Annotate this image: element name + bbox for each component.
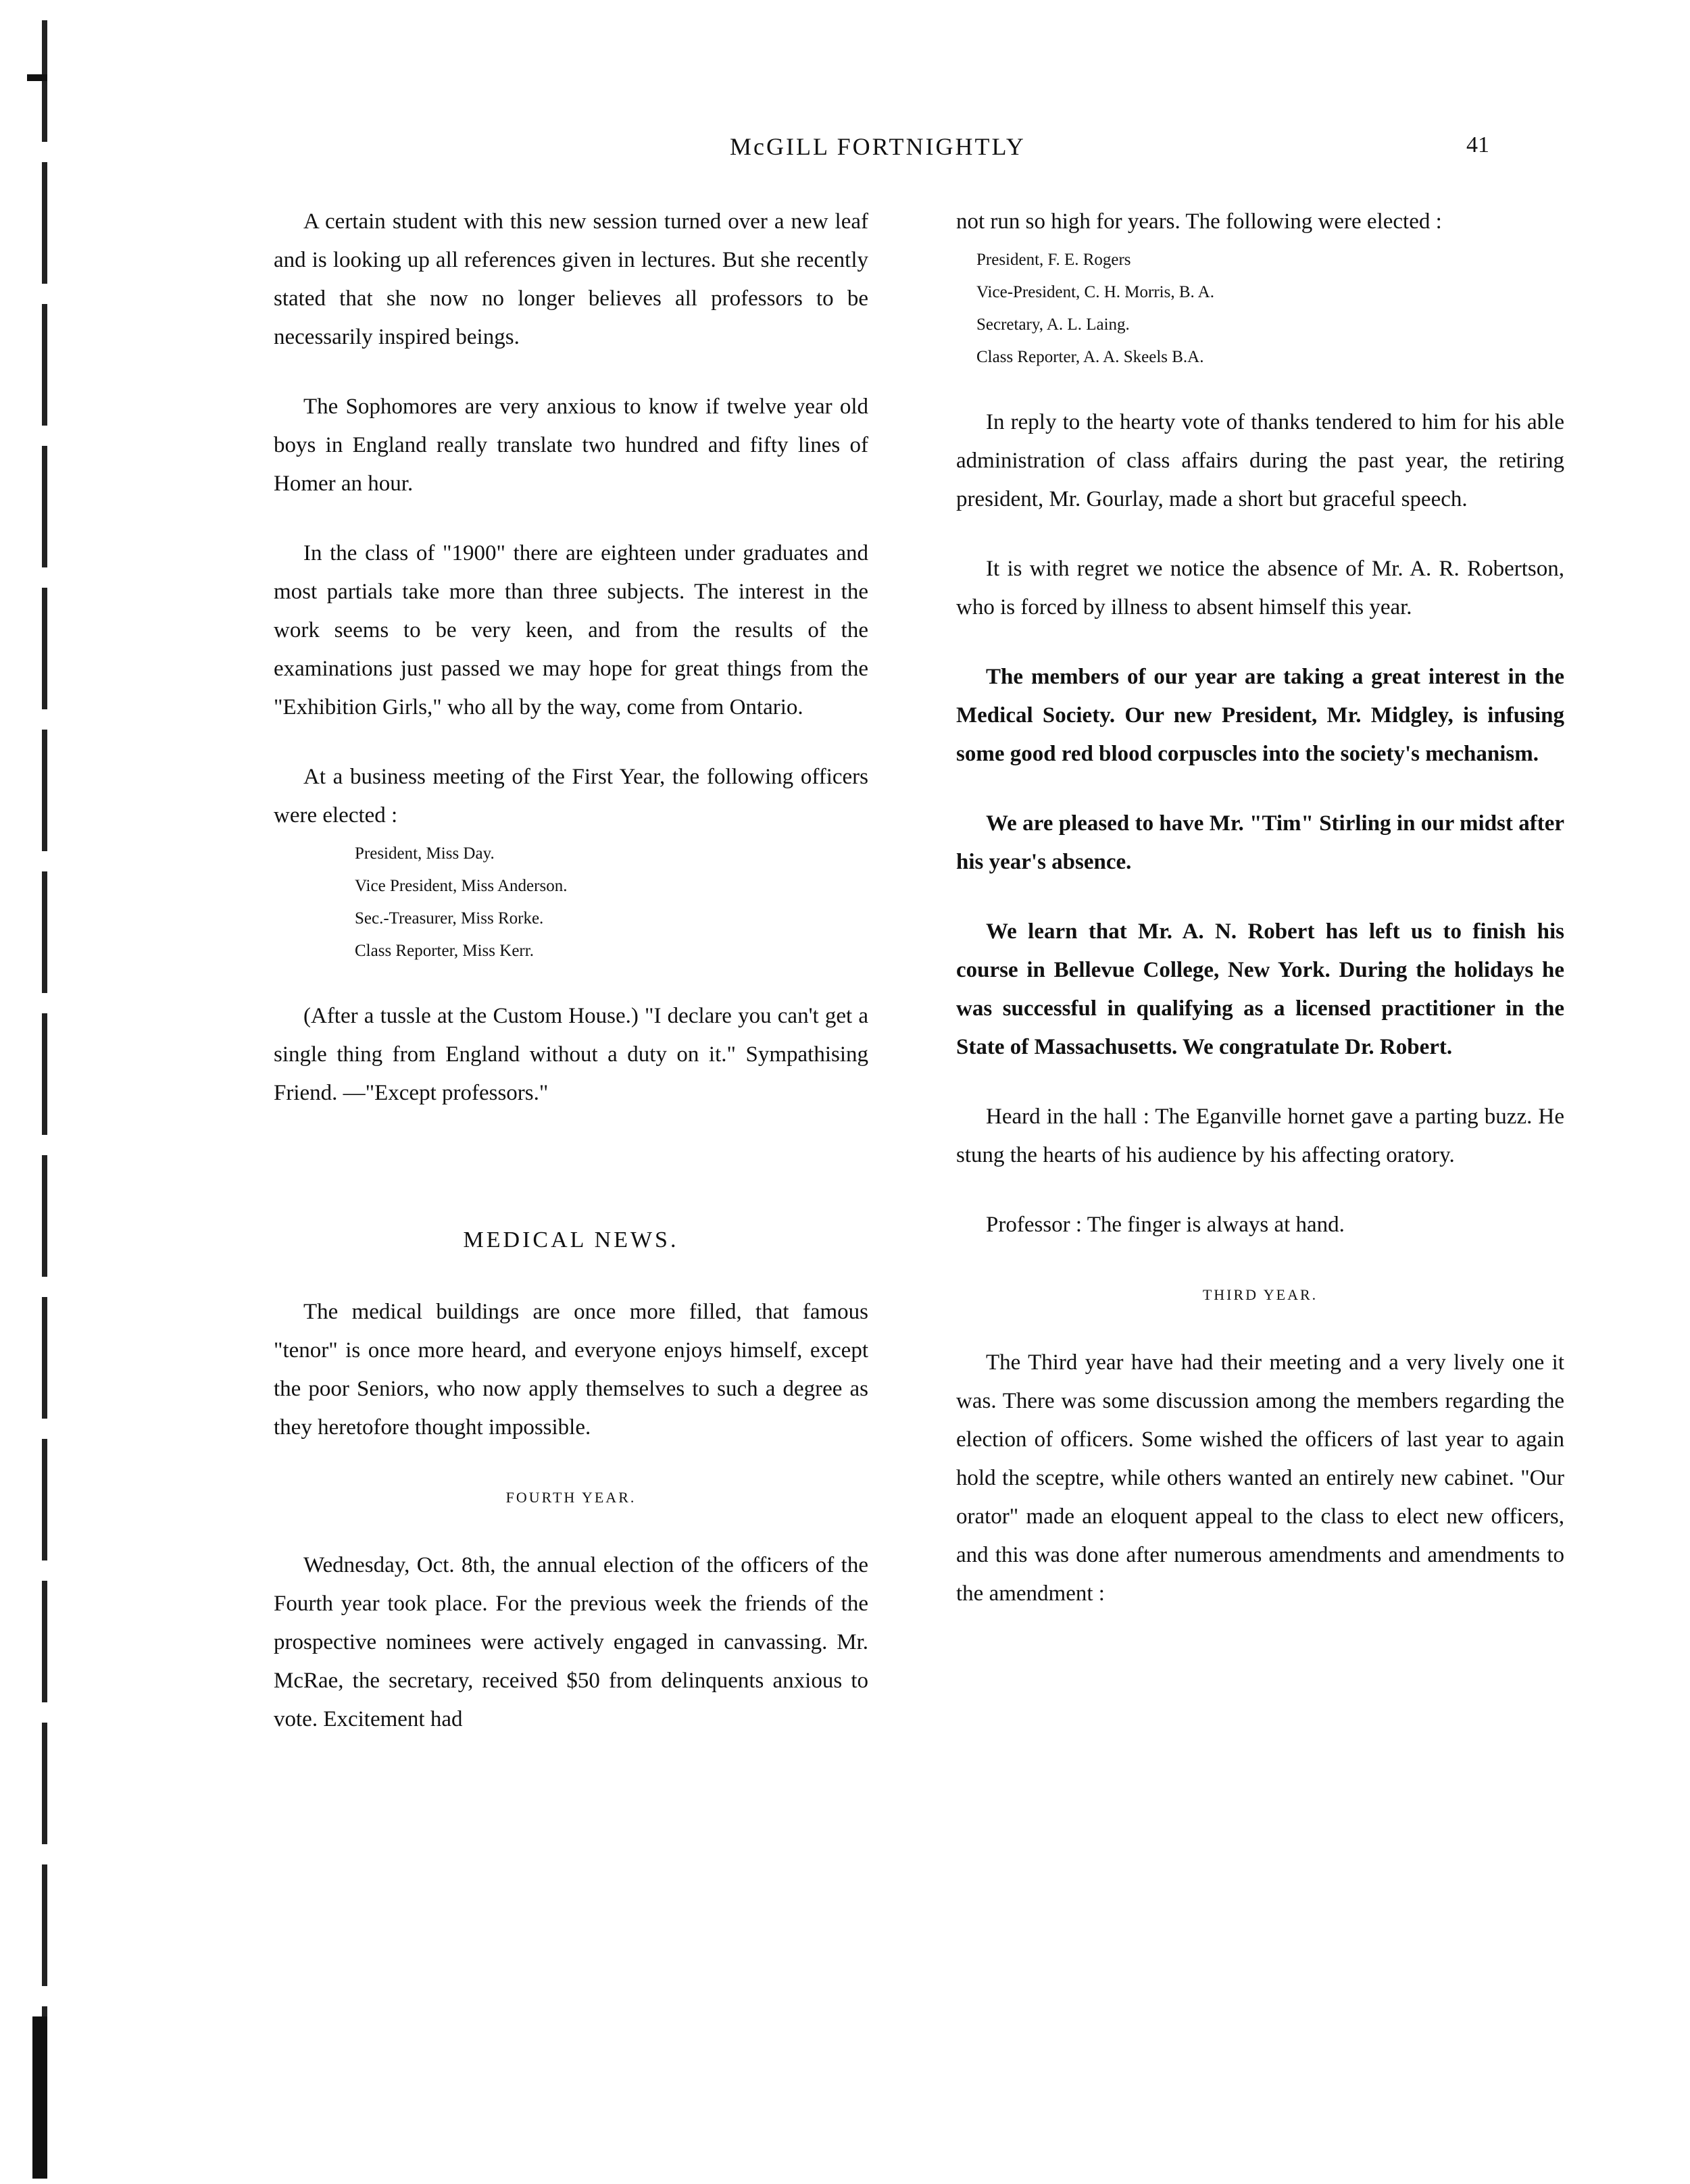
subsection-title: FOURTH YEAR. xyxy=(505,1489,637,1506)
officer-list xyxy=(274,838,868,967)
right-column xyxy=(956,203,1564,1644)
paragraph: not run so high for years. The following were elected : xyxy=(956,209,1442,234)
running-header: McGILL FORTNIGHTLY xyxy=(730,133,1026,160)
paragraph: The members of our year are taking a great interest in the Medical Society. Our new President, Mr. Midgley, is infusing some good red blood corpuscles into the society's mechanism. xyxy=(956,665,1564,766)
officer-entry: Vice President, Miss Anderson. xyxy=(355,877,568,895)
paragraph: Heard in the hall : The Eganville hornet gave a parting buzz. He stung the hearts of his audience by his affecting oratory. xyxy=(956,1104,1564,1167)
officer-entry: Sec.-Treasurer, Miss Rorke. xyxy=(355,909,544,928)
page-number: 41 xyxy=(1466,132,1489,157)
paragraph: (After a tussle at the Custom House.) "I declare you can't get a single thing from England without a duty on it." Sympathising Friend. —"Except professors." xyxy=(274,1004,868,1105)
paragraph: In the class of "1900" there are eighteen under graduates and most partials take more than three subjects. The interest in the work seems to be very keen, and from the results of the examinations just passed we may hope for great things from the "Exhibition Girls," who all by the way, come from Ontario. xyxy=(274,541,868,719)
paragraph: The Sophomores are very anxious to know if twelve year old boys in England really translate two hundred and fifty lines of Homer an hour. xyxy=(274,395,868,496)
officer-entry: President, F. E. Rogers xyxy=(976,251,1131,269)
paragraph: Professor : The finger is always at hand. xyxy=(986,1213,1345,1237)
officer-entry: Vice-President, C. H. Morris, B. A. xyxy=(976,283,1214,301)
paragraph: The medical buildings are once more filled, that famous "tenor" is once more heard, and everyone enjoys himself, except the poor Seniors, who now apply themselves to such a degree as they heretofore thought impossible. xyxy=(274,1300,868,1440)
officer-list xyxy=(956,244,1564,374)
scan-artifact xyxy=(27,74,47,81)
paragraph: A certain student with this new session turned over a new leaf and is looking up all references given in lectures. But she recently stated that she now no longer believes all professors to be necessarily inspired beings. xyxy=(274,209,868,349)
officer-entry: Secretary, A. L. Laing. xyxy=(976,315,1130,334)
officer-entry: President, Miss Day. xyxy=(355,844,495,863)
paragraph: It is with regret we notice the absence of Mr. A. R. Robertson, who is forced by illness to absent himself this year. xyxy=(956,557,1564,619)
paragraph: We are pleased to have Mr. "Tim" Stirling in our midst after his year's absence. xyxy=(956,811,1564,874)
paragraph: We learn that Mr. A. N. Robert has left us to finish his course in Bellevue College, New York. During the holidays he was successful in qualifying as a licensed practitioner in the State of Massachusetts. We congratulate Dr. Robert. xyxy=(956,919,1564,1059)
paragraph: At a business meeting of the First Year, the following officers were elected : xyxy=(274,765,868,828)
scan-artifact xyxy=(32,2016,47,2179)
paragraph: In reply to the hearty vote of thanks tendered to him for his able administration of class affairs during the past year, the retiring president, Mr. Gourlay, made a short but graceful speech. xyxy=(956,410,1564,511)
left-column xyxy=(274,203,868,1770)
paragraph: Wednesday, Oct. 8th, the annual election of the officers of the Fourth year took place. For the previous week the friends of the prospective nominees were actively engaged in canvassing. Mr. McRae, the secretary, received $50 from delinquents anxious to vote. Excitement had xyxy=(274,1553,868,1731)
officer-entry: Class Reporter, A. A. Skeels B.A. xyxy=(976,348,1204,366)
binding-edge xyxy=(42,20,47,2168)
paragraph: The Third year have had their meeting and a very lively one it was. There was some discussion among the members regarding the election of officers. Some wished the officers of last year to again hold the sceptre, while others wanted an entirely new cabinet. "Our orator" made an eloquent appeal to the class to elect new officers, and this was done after numerous amendments and amendments to the amendment : xyxy=(956,1350,1564,1606)
officer-entry: Class Reporter, Miss Kerr. xyxy=(355,942,534,960)
subsection-title: THIRD YEAR. xyxy=(1202,1286,1318,1303)
section-title: MEDICAL NEWS. xyxy=(463,1227,679,1252)
